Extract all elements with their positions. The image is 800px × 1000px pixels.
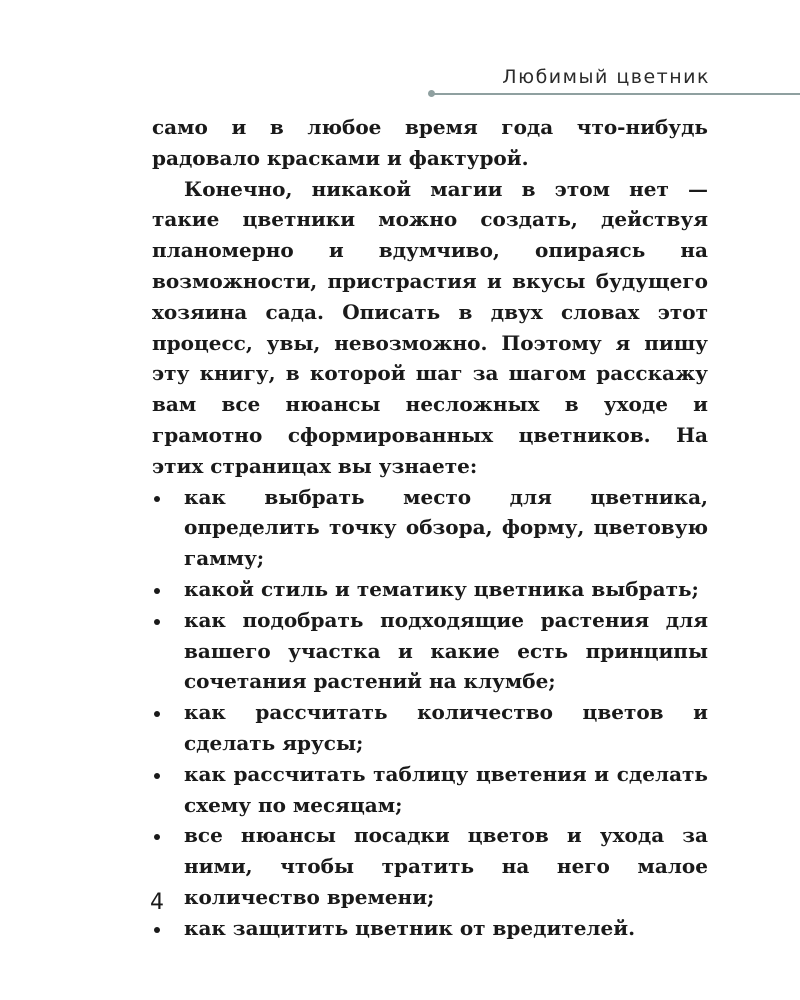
paragraph-intro: Конечно, никакой магии в этом нет — такие цветники можно создать, действуя планомерно и вдумчиво, опираясь на возможности, пристрастия и вкусы будущего хозяина сада. Описать в двух словах этот процесс, увы, невозможно. Поэтому я пишу эту книгу, в которой шаг за шагом расскажу вам все нюансы несложных в уходе и грамотно сформированных цветников. На этих страницах вы узнаете: xyxy=(152,176,708,478)
list-item xyxy=(152,759,708,821)
bullet-icon xyxy=(154,773,160,779)
bullet-icon xyxy=(154,834,160,840)
list-item-text: как подобрать подходящие растения для вашего участка и какие есть принципы сочетания растений на клумбе; xyxy=(184,607,708,694)
list-item xyxy=(152,913,708,944)
header-rule xyxy=(432,93,800,95)
list-item-text: как рассчитать таблицу цветения и сделать схему по месяцам; xyxy=(184,761,708,817)
bullet-icon xyxy=(154,588,160,594)
page-body xyxy=(152,112,708,944)
list-item-text: какой стиль и тематику цветника выбрать; xyxy=(184,576,699,601)
bullet-icon xyxy=(154,496,160,502)
list-item-text: все нюансы посадки цветов и ухода за ними, чтобы тратить на него малое количество времени; xyxy=(184,823,708,909)
list-item-text: как выбрать место для цветника, определить точку обзора, форму, цветовую гамму; xyxy=(184,484,708,571)
bullet-icon xyxy=(154,619,160,625)
list-item xyxy=(152,482,708,574)
list-item xyxy=(152,605,708,697)
running-title: Любимый цветник xyxy=(502,66,710,88)
list-item-text: как защитить цветник от вредителей. xyxy=(184,915,636,940)
page-number: 4 xyxy=(150,890,164,915)
bullet-icon xyxy=(154,711,160,717)
list-item xyxy=(152,574,708,605)
topics-list xyxy=(152,482,708,944)
list-item xyxy=(152,820,708,912)
list-item-text: как рассчитать количество цветов и сделать ярусы; xyxy=(184,700,708,755)
paragraph-continuation: само и в любое время года что-нибудь радовало красками и фактурой. xyxy=(152,115,708,170)
list-item xyxy=(152,697,708,759)
bullet-icon xyxy=(154,927,160,933)
